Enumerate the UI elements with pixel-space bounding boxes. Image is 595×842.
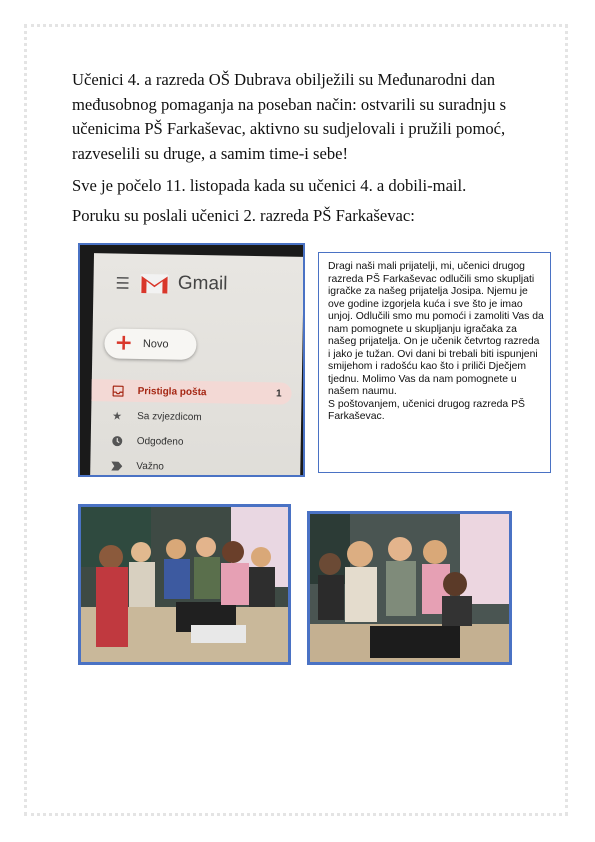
gmail-header <box>115 272 227 296</box>
folder-label: Odgođeno <box>136 435 184 448</box>
clock-icon <box>111 435 123 447</box>
classroom-photo-left <box>78 504 291 665</box>
gmail-title: Gmail <box>177 272 228 295</box>
folder-snoozed <box>91 429 291 454</box>
classroom-photo-right <box>307 511 512 665</box>
start-paragraph: Sve je počelo 11. listopada kada su učenici 4. a dobili-mail. <box>72 176 467 195</box>
message-intro-paragraph: Poruku su poslali učenici 2. razreda PŠ Farkaševac: <box>72 206 415 225</box>
folder-label: Važno <box>136 460 165 472</box>
compose-label: Novo <box>142 338 169 351</box>
inbox-icon <box>112 385 124 397</box>
folder-important <box>90 454 290 477</box>
important-icon <box>110 460 122 472</box>
folder-label: Pristigla pošta <box>137 385 207 398</box>
gmail-logo-icon <box>140 272 170 295</box>
gmail-screen <box>90 253 304 477</box>
hamburger-menu-icon: ☰ <box>115 273 131 293</box>
folder-label: Sa zvjezdicom <box>137 410 202 423</box>
plus-icon: + <box>114 330 134 356</box>
star-icon: ★ <box>112 410 123 423</box>
folder-starred <box>91 404 291 429</box>
email-message-box: Dragi naši mali prijatelji, mi, učenici drugog razreda PŠ Farkaševac odlučili smo skupljati igračke za našeg prijatelja Josipa. Njemu je ove godine izgorjela kuća i sve što je imao unjoj. Odlučili smo mu pomoći i zamoliti Vas da nam pomognete u skupljanju igračaka za našeg prijatelja. On je učenik četvrtog razreda i jako je tužan. Ovi dani bi trebali biti ispunjeni smijehom i radošću kao što i priliči Dječjem tjednu. Molimo Vas da nam pomognete u našem naumu. S poštovanjem, učenici drugog razreda PŠ Farkaševac. <box>318 252 551 473</box>
intro-paragraph: Učenici 4. a razreda OŠ Dubrava obilježili su Međunarodni dan međusobnog pomaganja na poseban način: ostvarili su suradnju s učenicima PŠ Farkaševac, aktivno su sudjelovali i pružili pomoć, razveselili su druge, a samim time-i sebe! <box>72 70 507 163</box>
gmail-screen-photo <box>78 243 305 477</box>
folder-inbox <box>91 379 291 404</box>
compose-button <box>104 328 197 360</box>
folder-count: 1 <box>275 387 282 399</box>
